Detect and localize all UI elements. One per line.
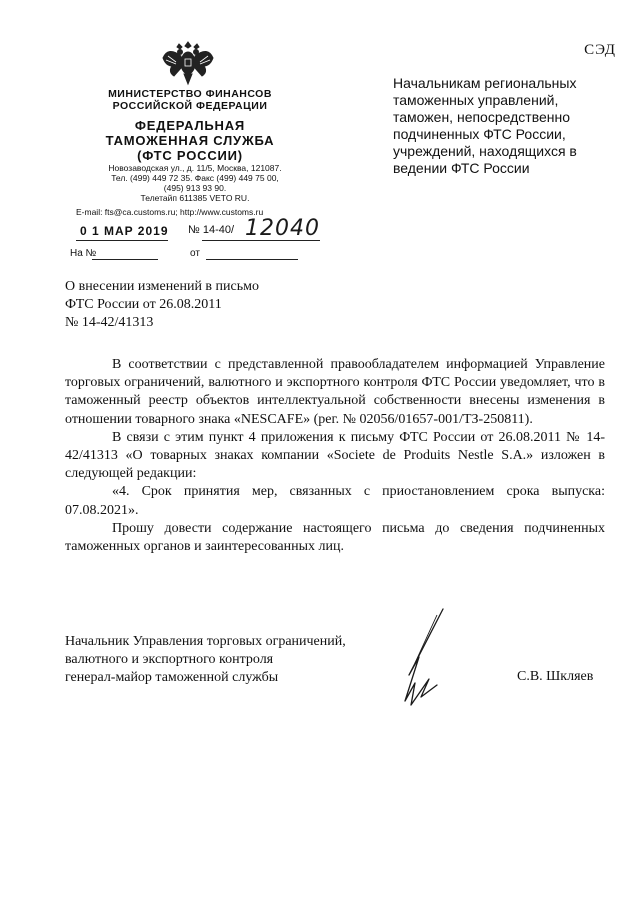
body-paragraph: В соответствии с представленной правообладателем информацией Управление торговых ограничений, валютного и экспортного контроля ФТС России уведомляет, что в таможенный реестр объектов интеллектуальной собственности внесены изменения в отношении товарного знака «NESCAFE» (рег. № 02056/01657-001/ТЗ-250811).: [65, 357, 605, 427]
recipient-line: ведении ФТС России: [393, 160, 530, 176]
recipient-line: таможен, непосредственно: [393, 109, 571, 125]
reference-date-label: от: [190, 248, 200, 259]
position-line: валютного и экспортного контроля: [65, 652, 274, 667]
reference-date-underline: [206, 259, 298, 260]
letter-subject: [65, 278, 345, 332]
address-line: (495) 913 93 90.: [163, 183, 227, 193]
registration-date: 0 1 MAP 2019: [80, 224, 169, 238]
double-headed-eagle-emblem-icon: [160, 36, 216, 86]
registration-number-label: № 14-40/: [188, 224, 235, 236]
body-paragraph: «4. Срок принятия мер, связанных с приостановлением срока выпуска: 07.08.2021».: [65, 484, 605, 518]
address-line: Тел. (499) 449 72 35. Факс (499) 449 75 00,: [111, 173, 279, 183]
recipient-line: подчиненных ФТС России,: [393, 126, 566, 142]
address-line: Телетайп 611385 VETO RU.: [140, 193, 250, 203]
subject-line: № 14-42/41313: [65, 315, 154, 330]
sender-header: [70, 88, 310, 163]
service-line-3: (ФТС РОССИИ): [137, 148, 243, 163]
ministry-line-2: РОССИЙСКОЙ ФЕДЕРАЦИИ: [112, 100, 268, 112]
sender-email: E-mail: fts@ca.customs.ru; http://www.customs.ru: [76, 207, 264, 217]
service-line-1: ФЕДЕРАЛЬНАЯ: [134, 118, 246, 133]
signatory-name: С.В. Шкляев: [517, 669, 594, 684]
recipient-line: таможенных управлений,: [393, 92, 559, 108]
number-underline: [202, 240, 320, 241]
subject-line: О внесении изменений в письмо: [65, 279, 259, 294]
recipient-line: Начальникам региональных: [393, 75, 577, 91]
sender-address: [70, 163, 320, 203]
sed-stamp: СЭД: [584, 42, 616, 58]
ministry-line-1: МИНИСТЕРСТВО ФИНАНСОВ: [108, 88, 272, 100]
service-line-2: ТАМОЖЕННАЯ СЛУЖБА: [105, 133, 275, 148]
body-paragraph: В связи с этим пункт 4 приложения к письму ФТС России от 26.08.2011 № 14-42/41313 «О товарных знаках компании «Societe de Produits Nestle S.A.» изложен в следующей редакции:: [65, 429, 605, 482]
reference-number-label: На №: [70, 248, 97, 259]
body-paragraph: Прошу довести содержание настоящего письма до сведения подчиненных таможенных органов и заинтересованных лиц.: [65, 520, 605, 555]
address-line: Новозаводская ул., д. 11/5, Москва, 121087.: [108, 163, 282, 173]
recipient-line: учреждений, находящихся в: [393, 143, 577, 159]
subject-line: ФТС России от 26.08.2011: [65, 297, 222, 312]
signatory-position: [65, 633, 385, 687]
position-line: Начальник Управления торговых ограничений,: [65, 634, 346, 649]
position-line: генерал-майор таможенной службы: [65, 670, 279, 685]
registration-number-handwritten: 12040: [245, 216, 320, 241]
reference-number-underline: [92, 259, 158, 260]
recipient-block: [393, 75, 613, 177]
date-underline: [76, 240, 168, 241]
letter-body: [65, 356, 605, 556]
handwritten-signature: [385, 605, 465, 715]
